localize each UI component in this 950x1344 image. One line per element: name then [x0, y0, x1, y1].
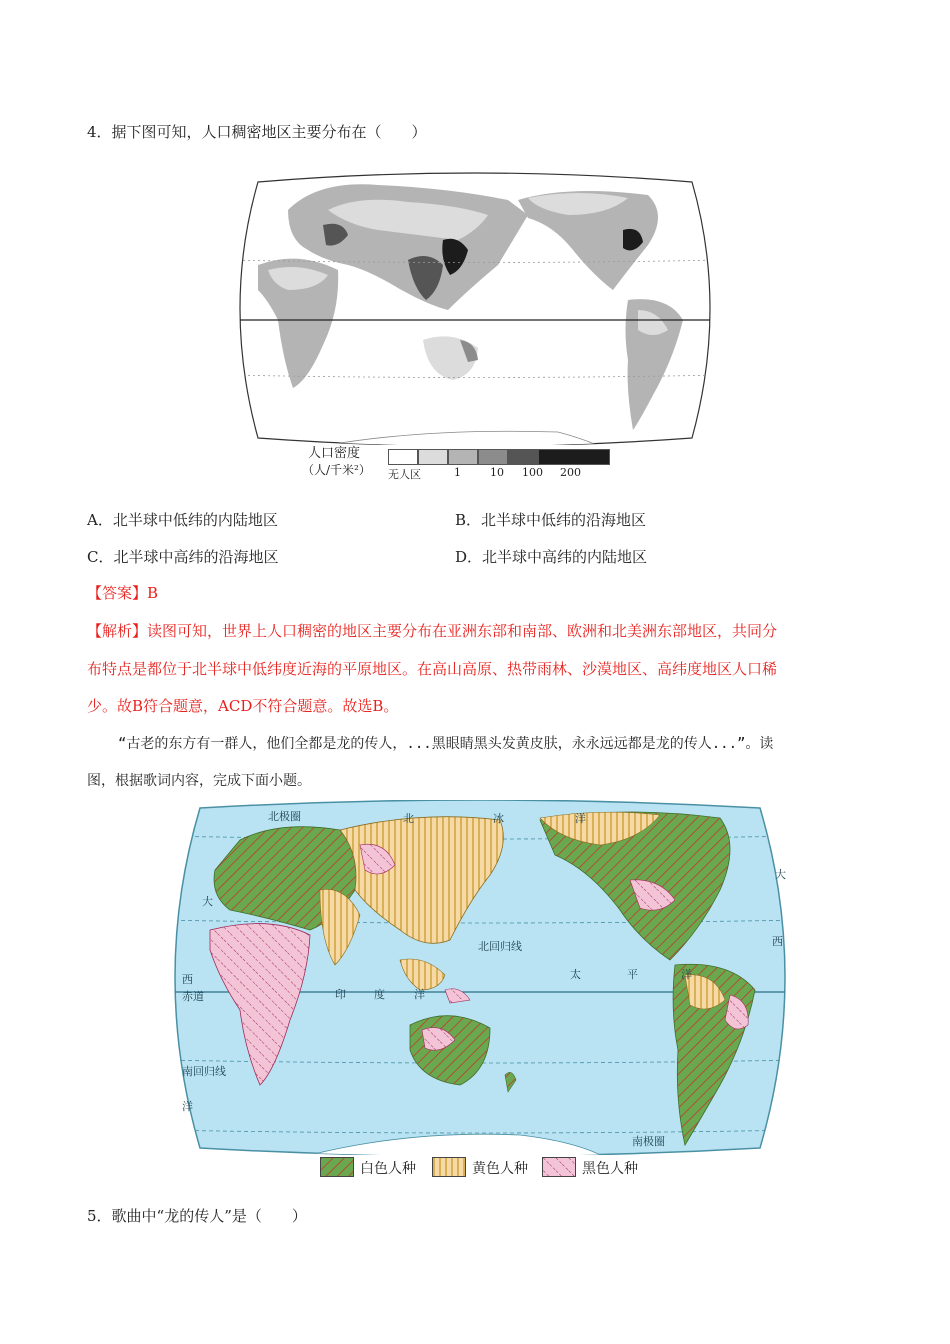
legend-yellow-race: 黄色人种	[472, 1161, 528, 1177]
label-tropic-cancer: 北回归线	[478, 940, 522, 953]
label-pac-yang: 洋	[681, 968, 692, 981]
shade-box-1	[418, 449, 448, 465]
label-atl-xi-e: 西	[772, 935, 783, 948]
label-atl-yang-w: 洋	[182, 1100, 193, 1113]
legend-label-3: 100	[522, 466, 543, 479]
swatch-yellow-race	[432, 1157, 466, 1177]
question-5-stem: 5．歌曲中“龙的传人”是（ ）	[87, 1207, 307, 1225]
answer-tag: 【答案】	[87, 584, 148, 602]
legend-label-0: 无人区	[388, 468, 421, 481]
question-4-stem: 4．据下图可知，人口稠密地区主要分布在（ ）	[87, 123, 427, 141]
option-c[interactable]: C．北半球中高纬的沿海地区	[87, 548, 279, 566]
answer-value: B	[147, 584, 159, 602]
legend-white-race: 白色人种	[360, 1161, 416, 1177]
intro-line-1: “古老的东方有一群人，他们全都是龙的传人，...黑眼睛黑头发黄皮肤，永永远远都是龙的传人...”。读	[118, 736, 774, 752]
density-legend	[302, 446, 628, 486]
label-equator: 赤道	[182, 990, 204, 1003]
label-tropic-capricorn: 南回归线	[182, 1065, 226, 1078]
analysis-line-2: 布特点是都位于北半球中低纬度近海的平原地区。在高山高原、热带雨林、沙漠地区、高纬度地区人口稀	[87, 660, 778, 678]
race-legend	[320, 1155, 650, 1179]
swatch-white-race	[320, 1157, 354, 1177]
population-density-map	[228, 170, 722, 445]
label-ind-yang: 洋	[414, 988, 425, 1001]
shade-box-4	[508, 449, 538, 465]
analysis-line-3: 少。故B符合题意，ACD不符合题意。故选B。	[87, 697, 399, 715]
intro-line-2: 图，根据歌词内容，完成下面小题。	[87, 773, 311, 789]
option-b[interactable]: B．北半球中低纬的沿海地区	[455, 511, 647, 529]
option-d[interactable]: D．北半球中高纬的内陆地区	[455, 548, 648, 566]
legend-label-2: 10	[490, 466, 504, 479]
analysis-line-1: 【解析】读图可知，世界上人口稠密的地区主要分布在亚洲东部和南部、欧洲和北美洲东部地区，共同分	[87, 622, 778, 640]
label-atl-xi-w: 西	[182, 973, 193, 986]
shade-box-2	[448, 449, 478, 465]
label-atl-da-e: 大	[775, 868, 786, 881]
shade-box-3	[478, 449, 508, 465]
swatch-black-race	[542, 1157, 576, 1177]
label-pac-tai: 太	[570, 968, 581, 981]
shade-box-0	[388, 449, 418, 465]
label-atl-da-w: 大	[202, 895, 213, 908]
analysis-tag: 【解析】	[87, 622, 148, 640]
label-ind-yin: 印	[335, 988, 346, 1001]
legend-title-1: 人口密度	[308, 446, 361, 461]
label-pac-ping: 平	[627, 968, 638, 981]
label-north-yang: 洋	[575, 812, 586, 825]
shade-box-5	[538, 449, 610, 465]
label-arctic-circle: 北极圈	[268, 810, 301, 823]
legend-label-4: 200	[560, 466, 581, 479]
option-a[interactable]: A．北半球中低纬的内陆地区	[87, 511, 278, 529]
race-distribution-map	[160, 800, 800, 1155]
label-north-bing: 冰	[493, 812, 504, 825]
legend-black-race: 黑色人种	[582, 1161, 638, 1177]
legend-title-2: （人/千米²）	[302, 463, 371, 477]
label-north-bei: 北	[403, 812, 414, 825]
answer-line	[87, 583, 158, 603]
label-ind-du: 度	[374, 988, 385, 1001]
legend-label-1: 1	[454, 466, 461, 479]
label-antarctic-circle: 南极圈	[632, 1135, 665, 1148]
